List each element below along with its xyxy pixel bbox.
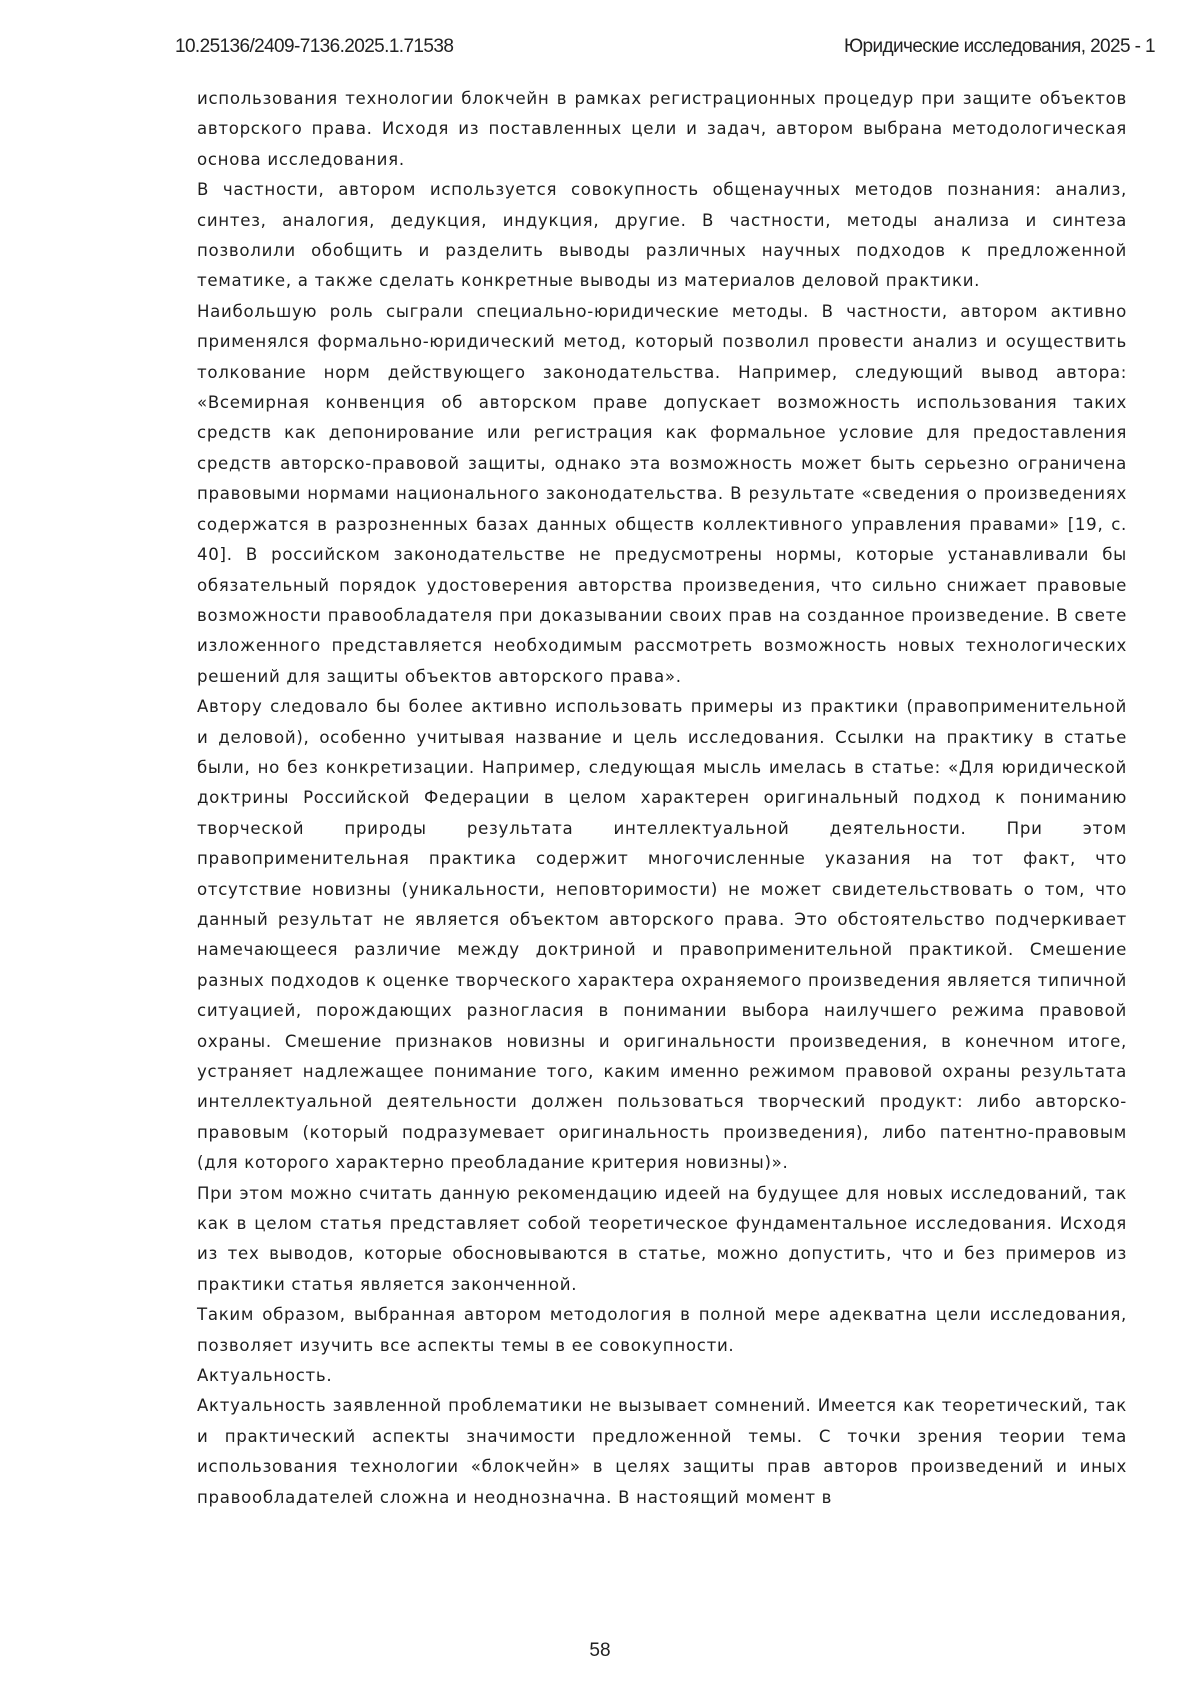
paragraph: Актуальность заявленной проблематики не вызывает сомнений. Имеется как теоретический, так и практический аспекты значимости предложенной темы. С точки зрения теории тема использования технологии «блокчейн» в целях защиты прав авторов произведений и иных правообладателей сложна и неоднозначна. В настоящий момент в: [197, 1396, 1127, 1507]
paragraph: При этом можно считать данную рекомендацию идеей на будущее для новых исследований, так как в целом статья представляет собой теоретическое фундаментальное исследования. Исходя из тех выводов, которые обосновываются в статье, можно допустить, что и без примеров из практики статья является законченной.: [197, 1183, 1127, 1294]
page-header: [175, 36, 1155, 64]
journal-title: Юридические исследования, 2025 - 1: [843, 36, 1155, 57]
paragraph: использования технологии блокчейн в рамках регистрационных процедур при защите объектов авторского права. Исходя из поставленных цели и задач, автором выбрана методологическая основа исследования.: [197, 89, 1127, 169]
section-heading: Актуальность.: [197, 1366, 333, 1386]
doi-text: 10.25136/2409-7136.2025.1.71538: [175, 36, 454, 57]
paragraph: Автору следовало бы более активно использовать примеры из практики (правоприменительной и деловой), особенно учитывая название и цель исследования. Ссылки на практику в статье были, но без конкретизации. Например, следующая мысль имелась в статье: «Для юридической доктрины Российской Федерации в целом характерен оригинальный подход к пониманию творческой природы результата интеллектуальной деятельности. При этом правоприменительная практика содержит многочисленные указания на тот факт, что отсутствие новизны (уникальности, неповторимости) не может свидетельствовать о том, что данный результат не является объектом авторского права. Это обстоятельство подчеркивает намечающееся различие между доктриной и правоприменительной практикой. Смешение разных подходов к оценке творческого характера охраняемого произведения является типичной ситуацией, порождающих разногласия в понимании выбора наилучшего режима правовой охраны. Смешение признаков новизны и оригинальности произведения, в конечном итоге, устраняет надлежащее понимание того, каким именно режимом правовой охраны результата интеллектуальной деятельности должен пользоваться творческий продукт: либо авторско-правовым (который подразумевает оригинальность произведения), либо патентно-правовым (для которого характерно преобладание критерия новизны)».: [197, 697, 1127, 1173]
article-body: [197, 84, 1127, 1513]
paragraph: Таким образом, выбранная автором методология в полной мере адекватна цели исследования, позволяет изучить все аспекты темы в ее совокупности.: [197, 1305, 1127, 1355]
paragraph: В частности, автором используется совокупность общенаучных методов познания: анализ, синтез, аналогия, дедукция, индукция, другие. В частности, методы анализа и синтеза позволили обобщить и разделить выводы различных научных подходов к предложенной тематике, а также сделать конкретные выводы из материалов деловой практики.: [197, 180, 1127, 291]
page-number: 58: [589, 1640, 611, 1661]
paragraph: Наибольшую роль сыграли специально-юридические методы. В частности, автором активно применялся формально-юридический метод, который позволил провести анализ и осуществить толкование норм действующего законодательства. Например, следующий вывод автора: «Всемирная конвенция об авторском праве допускает возможность использования таких средств как депонирование или регистрация как формальное условие для предоставления средств авторско-правовой защиты, однако эта возможность может быть серьезно ограничена правовыми нормами национального законодательства. В результате «сведения о произведениях содержатся в разрозненных базах данных обществ коллективного управления правами» [19, с. 40]. В российском законодательстве не предусмотрены нормы, которые устанавливали бы обязательный порядок удостоверения авторства произведения, что сильно снижает правовые возможности правообладателя при доказывании своих прав на созданное произведение. В свете изложенного представляется необходимым рассмотреть возможность новых технологических решений для защиты объектов авторского права».: [197, 301, 1127, 686]
